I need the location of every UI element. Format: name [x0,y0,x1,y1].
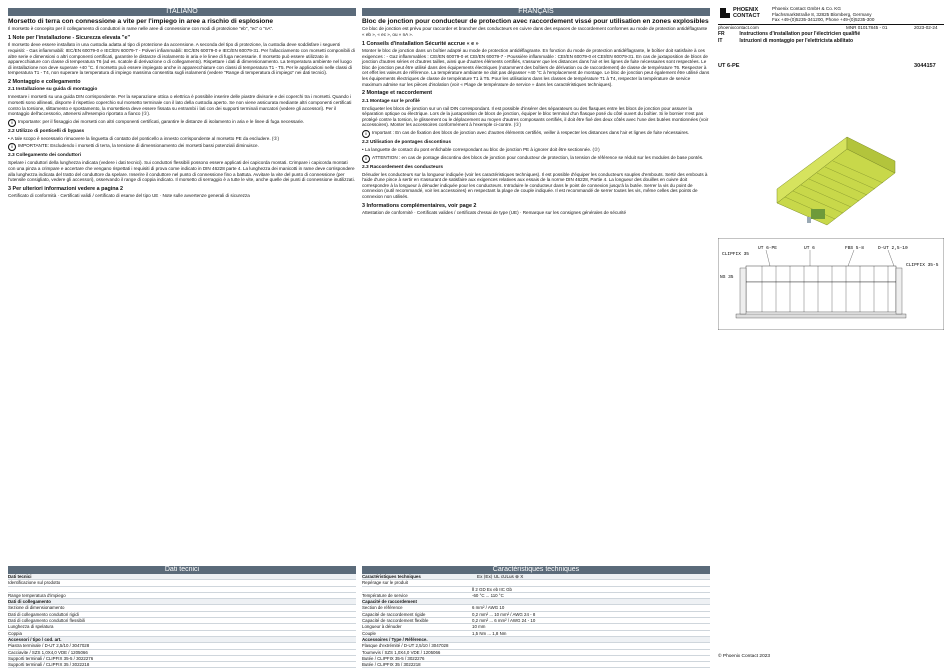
cell-fr: Capacité de raccordement rigide [362,612,472,618]
company-name: Phoenix Contact GmbH & Co. KG [772,6,841,11]
product-name: UT 6-PE [718,63,740,69]
french-s3-text: Attestation de conformité · Certificats valides / certificats d'essai de type (UE) · Remarque sur les consignes générales de sécurité [362,209,627,215]
cell-it: Piastra terminale / D-UT 2,5/10 / 3047028 [8,643,356,649]
cell-fr: Repérage sur le produit [362,580,472,586]
cell-fr: Capacité de raccordement [362,599,472,605]
label-clipfix35-5: CLIPFIX 35-5 [906,263,939,268]
cell-value: -60 °C ... 110 °C [472,593,710,599]
cell-fr: Flasque d'extrémité / D-UT 2,5/10 / 3047028 [362,643,472,649]
lang-fr-code: FR [718,31,725,37]
cell-it: Sezione di dimensionamento [8,605,356,611]
italian-column [8,8,356,201]
lang-it-row [718,38,853,44]
french-s22-text: • La languette de contact du pont enfichable correspondant au bloc de jonction PE à ignorer doit être sectionnée. (②) [362,147,710,153]
cell-fr: Couple [362,631,472,637]
cell-it: Cacciavite / SZS 1,0X4,0 VDE / 1205066 [8,650,356,656]
french-s2-title: 2 Montage et raccordement [362,90,433,97]
italian-s23-title: 2.3 Collegamento dei conduttori [8,153,82,159]
table-row [8,662,710,668]
logo-text: PHOENIX CONTACT [733,7,760,19]
lang-it-code: IT [718,38,723,44]
cell-it: Dati di collegamento conduttori rigidi [8,612,356,618]
italian-s22-text: • A tale scopo è necessario rimuovere la linguetta di contatto del ponticello a innesto corrispondente al morsetto PE da escludere. (②) [8,136,356,142]
footer-copyright: © Phoenix Contact 2023 [718,654,771,659]
french-s1-title: 1 Conseils d'installation Sécurité accrue « e » [362,40,479,47]
product-number: 3044157 [914,63,936,69]
italian-s22-note [8,143,356,151]
doc-date: 2023-02-24 [914,25,938,30]
italian-lang-bar: ITALIANO [8,8,356,16]
italian-s1-title: 1 Note per l'installazione - Sicurezza elevata "e" [8,35,131,41]
french-lang-bar: FRANÇAIS [362,8,710,16]
cell-fr: Caractéristiques techniques [362,574,472,580]
french-s23-text: Dénuder les conducteurs sur la longueur indiquée (voir les caractéristiques techniques). Il est possible d'équiper les conducteurs souples d'embouts. Sertir des embouts à l'aide d'une pince à sertir en s'assurant de satisfaire aux exigences relatives aux essais de la norme DIN 46228, Partie 4. La longueur des douilles en cuivre doit correspondre à la longueur à dénuder indiquée pour les conducteurs. Introduire le conducteur dans le point de connexion jusqu'à la butée. Serrer la vis du point de connexion (outil recommandé, voir les accessoires) en respectant la plage de couple indiquée. Il est recommandé de serrer toutes les vis, même celles des points de connexion non utilisés. [362,171,708,199]
italian-s21-note-text: Importante: per il fissaggio dei morsetti con altri componenti certificati, garantire le distanze di isolamento in aria e le linee di fuga necessarie. [18,118,305,124]
lang-it-title: Istruzioni di montaggio per l'elettricista abilitato [739,38,854,44]
terminal-block-image [767,133,897,227]
info-icon: i [362,155,370,163]
cell-value: 0,2 mm² ... 6 mm² / AWG 24 - 10 [472,618,710,624]
info-icon: i [8,143,16,151]
cell-it: Dati di collegamento conduttori flessibili [8,618,356,624]
certification-marks: Ex ⟨Ex⟩ UL cULus ⊗ X [477,574,524,579]
cell-it: Identificazione sul prodotto [8,580,356,586]
website: phoenixcontact.com [718,25,759,30]
italian-s21-text: Innestare i morsetti su una guida DIN corrispondente. Per la separazione ottica o elettrica è possibile inserire delle piastre divisorie e dei coperchi tra i morsetti. Quando i morsetti sono allineati, disporre il rispettivo coperchio sul morsetto terminale con il lato della custodia aperto. Se non viene assicurata mediante altri componenti certificati contro la torsione, slittamento e spostamento, la morsettiera deve essere fissata su entrambi i lati con dei supporti terminali marcatori (vedere gli accessori). Per il montaggio dell'accessorio, attenersi all'esempio riportato a fianco (①). [8,94,352,117]
label-ut6: UT 6 [804,246,815,251]
tech-table [8,566,710,668]
french-s21-note [362,130,710,138]
cell-value: 0,2 mm² ... 10 mm² / AWG 24 - 8 [472,612,710,618]
french-s21-note-text: Important : En cas de fixation des blocs de jonction avec d'autres éléments certifiés, veiller à respecter les distances dans l'air et lignes de fuite nécessaires. [372,129,690,135]
cell-fr: Tournevis / SZS 1,0X4,0 VDE / 1205066 [362,650,472,656]
cell-it: Coppia [8,631,356,637]
italian-s1-text: Il morsetto deve essere installato in una custodia adatta al tipo di protezione da accensione. A seconda del tipo di protezione, la custodia deve soddisfare i seguenti requisiti: - Gas infiammabili: IEC/EN 60079-0 e IEC/EN 60079-7 - Polveri infiammabili: IEC/EN 60079-0 e IEC/EN 60079-31. Per l'allacciamento con morsetti componibili di altre serie e dimensioni o altri componenti certificati, garantire le distanze di isolamento in aria e le linee di fuga necessarie. Il morsetto può essere utilizzato in apparecchiature con classe di temperatura T6 (ad es. scatole di derivazione o di collegamento). Rispettare i dati di dimensionamento. La temperatura ambiente nel luogo di installazione non deve superare +40 °C. Il morsetto può essere impiegato anche in apparecchiature con classi di temperatura T1 - T5. Per le applicazioni nelle classi di temperatura T1 - T4, non superare la temperatura di impiego massima consentita sugli isolamenti (vedere "Range di temperatura di impiego" nei dati tecnici). [8,42,355,76]
cell-it: Supporti terminali / CLIPFIX 35-5 / 3022276 [8,656,356,662]
italian-s22-title: 2.2 Utilizzo di ponticelli di bypass [8,128,85,134]
french-s21-title: 2.1 Montage sur le profilé [362,98,420,104]
cell-it: Dati tecnici [8,574,356,580]
cell-fr: Capacité de raccordement flexible [362,618,472,624]
italian-s21-note [8,119,356,127]
cell-fr: Accessoires / Type / Référence. [362,637,472,643]
cell-it: Supporti terminali / CLIPFIX 35 / 3022218 [8,662,356,668]
french-s1-text: Monter le bloc de jonction dans un boîtier adapté au mode de protection antidéflagrante. En fonction du mode de protection antidéflagrante, le boîtier doit satisfaire à ces exigences : - Gaz inflammables : CEI/EN 60079-0 et CEI/EN 60079-7 - Poussière inflammable : CEI/EN 60079-0 et CEI/EN 60079-31. En cas de juxtaposition de blocs de jonction d'autres séries et d'autres tailles, ainsi que d'autres éléments certifiés, s'assurer que les distances dans l'air et les lignes de fuite nécessaires sont respectées. Le bloc de jonction peut être utilisé dans des équipements électriques (notamment des boîtiers de dérivation ou de raccordement) de classe de température T6. Respecter à cet effet les valeurs de référence. La température ambiante ne doit pas dépasser +40 °C à l'emplacement de montage. Le bloc de jonction peut également être utilisé dans les équipements électriques de classe de température T1 à T5. Pour les utilisations dans les classes de température T1 à T4, respecter la température de service maximum admise sur les pièces d'isolation (voir « Plage de température de service » dans les caractéristiques techniques). [362,48,710,87]
cell-it: Range temperatura d'impiego [8,593,356,599]
lang-fr-title: Instructions d'installation pour l'électricien qualifié [739,31,861,37]
cell-fr: Butée / CLIPFIX 35 / 3022218 [362,662,472,668]
cell-it: Dati di collegamento [8,599,356,605]
cell-value: 1,5 Nm ... 1,8 Nm [472,631,710,637]
italian-intro: Il morsetto è concepito per il collegamento di conduttori in rame nelle aree di connessione con modi di protezione "eb", "ec" o "nA". [8,26,274,32]
label-clipfix35: CLIPFIX 35 [722,252,750,257]
lang-fr-row [718,31,860,37]
french-intro: Ce bloc de jonction est prévu pour raccorder et brancher des conducteurs en cuivre dans des espaces de raccordement conformes au mode de protection antidéflagrante « eb », « ec », ou « nA ». [362,26,708,37]
italian-s3-text: Certificato di conformità · Certificati validi / certificato di esame del tipo UE · Note sulle avvertenze generali di sicurezza [8,193,250,199]
french-column [362,8,710,218]
mounting-diagram [718,238,944,330]
info-icon: i [8,119,16,127]
italian-s23-text: Spelare i conduttori della lunghezza indicata (vedere i dati tecnici). Sui conduttori flessibili possono essere applicati dei capicorda montati. Crimpare i capicorda montati con una pinza a crimpare e accertare che vengano rispettati i requisiti di prova come indicato in DIN 46228 parte 4. La lunghezza dei manicotti in rame deve corrispondere alla lunghezza indicata del tratto del conduttore da spelare. Inserire il conduttore nel punto di connessione fino a battuta. Avvitare la vite del punto di connessione (per l'utensile consigliato, vedere gli accessori), osservando il range di coppia indicato. Il morsetto di serraggio è a tutte le vite, anche quelle dei punti di connessione inutilizzati. [8,160,355,183]
french-s3-title: 3 Informations complémentaires, voir page 2 [362,202,477,209]
cell-fr: Butée / CLIPFIX 35-5 / 3022276 [362,656,472,662]
cell-fr: Longueur à dénuder [362,624,472,630]
french-s22-title: 2.2 Utilisation de pontages discontinus [362,139,452,145]
french-s21-text: Encliqueter les blocs de jonction sur un rail DIN correspondant. Il est possible d'insérer des séparateurs ou des flasques entre les blocs de jonction pour assurer la séparation optique ou électrique. Lors de la juxtaposition de blocs de jonction, équiper le bloc terminal d'un flasque posé du côté ouvert du boîtier. Si le bornier n'est pas protégé contre la torsion, le glissement ou le déplacement au moyen d'autres composants certifiés, il doit être fixé des deux côtés avec l'une des butées montionnées (voir accessoires). Monter les accessoires conformément à l'exemple ci-contre. (①) [362,105,709,128]
french-title: Bloc de jonction pour conducteur de protection avec raccordement vissé pour utilisation en zones explosibles [362,18,709,25]
italian-s21-title: 2.1 Installazione su guida di montaggio [8,87,98,93]
italian-s2-title: 2 Montaggio e collegamento [8,78,81,85]
cell-fr: Température de service [362,593,472,599]
cell-value [472,662,710,668]
french-s23-title: 2.3 Raccordement des conducteurs [362,164,444,170]
company-info [772,6,874,23]
tech-rows [8,574,710,668]
italian-s3-title: 3 Per ulteriori informazioni vedere a pagina 2 [8,185,124,192]
french-s22-note [362,155,710,163]
tech-header-fr: Caractéristiques techniques [362,566,710,574]
tech-header-it: Dati tecnici [8,566,356,574]
cell-value: Ⅱ 2 GD Ex eb IIC Gb [472,587,710,593]
company-address: Flachsmarktstraße 8, 32825 Blomberg, Germany [772,11,872,17]
label-fbs: FBS 5-8 [845,246,864,251]
italian-s22-note-text: IMPORTANTE: Escludendo i morsetti di terra, la tensione di dimensionamento dei morsetti bassi potenziali diminuisce. [18,143,259,149]
cell-fr: Section de référence [362,605,472,611]
label-dut: D-UT 2,5-10 [878,246,908,251]
info-icon: i [362,130,370,138]
label-ns35: NS 35 [720,275,734,280]
company-fax: Fax +49-(0)5235-341200, Phone +49-(0)5235-300 [772,17,875,23]
italian-title: Morsetto di terra con connessione a vite per l'impiego in aree a rischio di esplosione [8,18,274,25]
label-ut6pe: UT 6-PE [758,246,777,251]
cell-it: Lunghezza di spelatura [8,624,356,630]
doc-number: MNR 01017845 - 01 [846,25,888,30]
cell-it: Accessori / tipo / cod. art. [8,637,356,643]
french-s22-note-text: ATTENTION : en cas de pontage discontinu des blocs de jonction pour conducteur de protection, la tension de référence se réduit sur les modules de base pontés. [372,154,704,160]
cell-value: 6 mm² / AWG 10 [472,605,710,611]
cell-value: 10 mm [472,624,710,630]
